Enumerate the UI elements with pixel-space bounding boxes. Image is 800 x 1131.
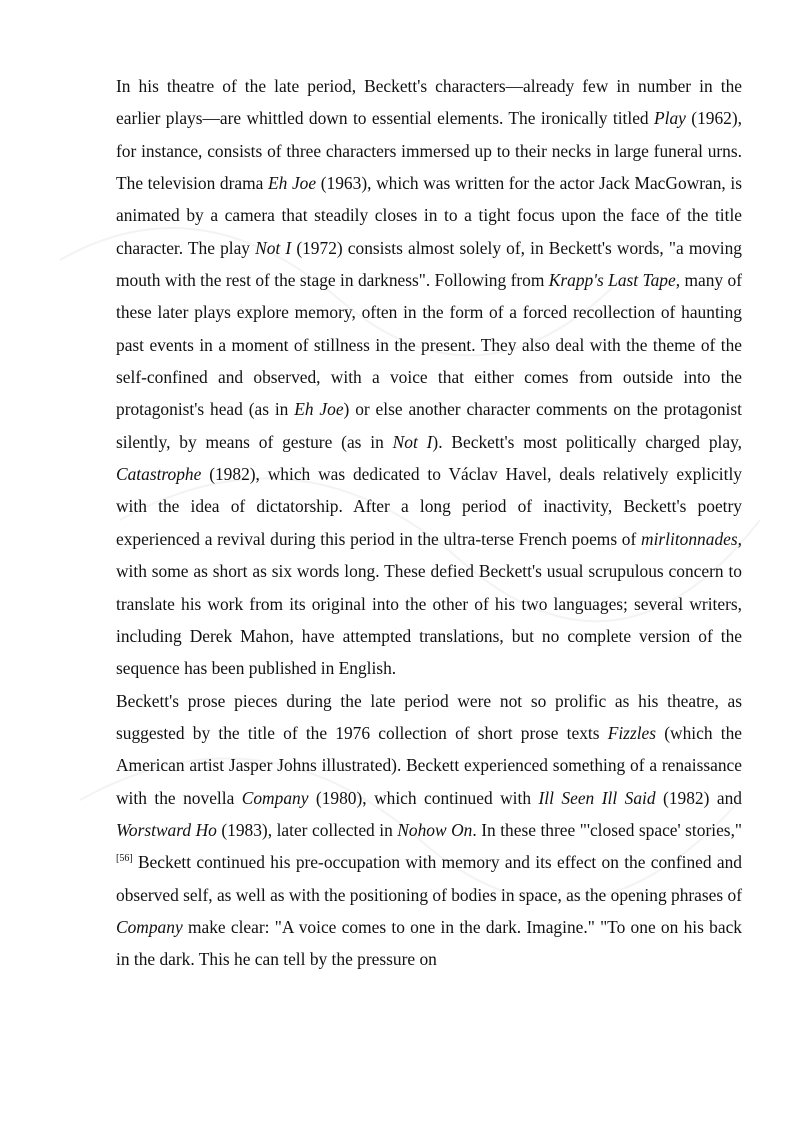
document-body: [116, 70, 742, 976]
text-run: In his theatre of the late period, Beckett's characters—already few in number in the earlier plays—are whittled down to essential elements. The ironically titled: [116, 76, 742, 129]
italic-title: Catastrophe: [116, 464, 202, 485]
italic-title: mirlitonnades: [641, 528, 738, 549]
italic-title: Not I: [392, 431, 433, 452]
text-run: (1983), later collected in: [216, 819, 398, 840]
text-run: make clear: "A voice comes to one in the dark. Imagine." "To one on his back in the dark. This he can tell by the pressure on: [116, 916, 742, 970]
italic-title: Ill Seen Ill Said: [538, 787, 656, 808]
text-run: (1972) consists almost solely of, in Beckett's words, "a moving mouth with the rest of the stage in darkness". Following from: [116, 237, 742, 291]
text-run: (1962), for instance, consists of three characters immersed up to their necks in large funeral urns. The television drama: [116, 108, 742, 194]
text-run: (1982) and: [655, 787, 742, 808]
italic-title: Company: [241, 787, 309, 808]
citation-ref: [56]: [116, 853, 133, 865]
italic-title: Play: [654, 108, 686, 129]
text-run: Beckett's prose pieces during the late period were not so prolific as his theatre, as suggested by the title of the 1976 collection of short prose texts: [116, 690, 742, 743]
text-run: (1963), which was written for the actor Jack MacGowran, is animated by a camera that steadily closes in to a tight focus upon the face of the title character. The play: [116, 173, 742, 258]
paragraph-late-prose: [116, 685, 742, 976]
text-run: (1982), which was dedicated to Václav Havel, deals relatively explicitly with the idea of dictatorship. After a long period of inactivity, Beckett's poetry experienced a revival during this period in the ultra-terse French poems of: [116, 464, 742, 549]
italic-title: Company: [116, 916, 183, 937]
text-run: . In these three "'closed space' stories,": [472, 819, 743, 840]
text-run: (which the American artist Jasper Johns illustrated). Beckett experienced something of a renaissance with the novella: [116, 722, 742, 808]
italic-title: Eh Joe: [268, 173, 317, 194]
italic-title: Nohow On: [397, 819, 473, 840]
italic-title: Fizzles: [607, 722, 657, 743]
text-run: Beckett continued his pre-occupation with memory and its effect on the confined and observed self, as well as with the positioning of bodies in space, as the opening phrases of: [116, 852, 742, 905]
italic-title: Eh Joe: [294, 399, 344, 420]
text-run: , many of these later plays explore memory, often in the form of a forced recollection of haunting past events in a moment of stillness in the present. They also deal with the theme of the self-confined and observed, with a voice that either comes from outside into the protagonist's head (as in: [116, 270, 742, 420]
paragraph-late-theatre: [116, 70, 742, 685]
text-run: , with some as short as six words long. These defied Beckett's usual scrupulous concern to translate his work from its original into the other of his two languages; several writers, including Derek Mahon, have attempted translations, but no complete version of the sequence has been published in English.: [116, 528, 742, 679]
italic-title: Worstward Ho: [116, 819, 217, 840]
italic-title: Not I: [255, 237, 292, 258]
text-run: ) or else another character comments on the protagonist silently, by means of gesture (as in: [116, 399, 742, 452]
text-run: ). Beckett's most politically charged play,: [432, 431, 743, 452]
italic-title: Krapp's Last Tape: [548, 270, 676, 291]
text-run: (1980), which continued with: [308, 787, 539, 808]
